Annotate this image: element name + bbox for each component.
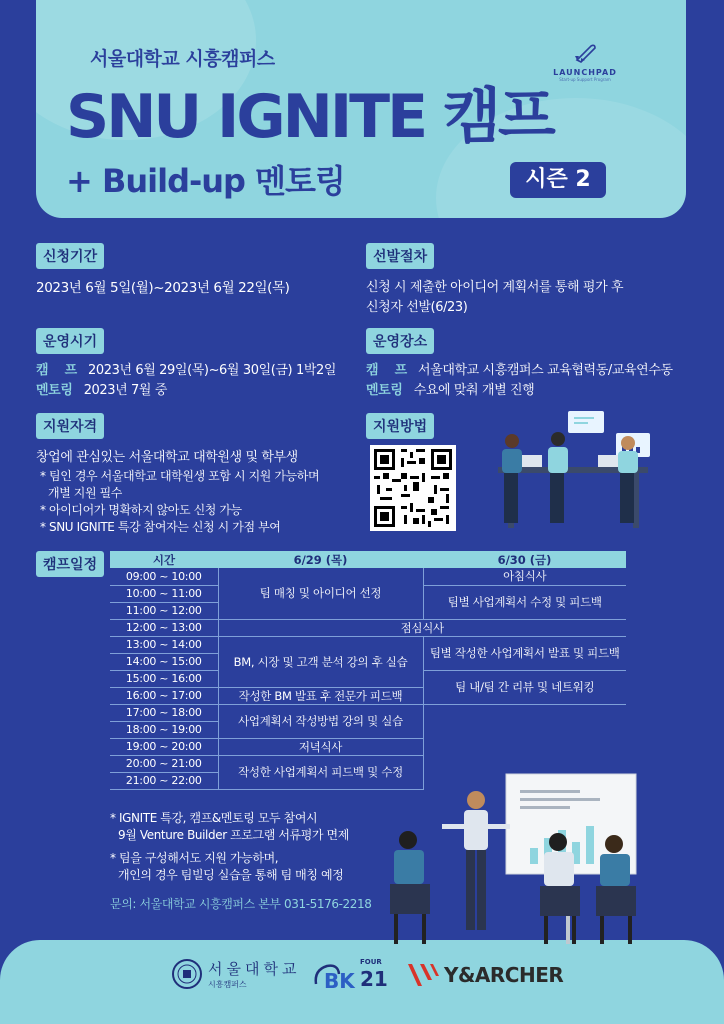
- time-cell: 19:00 ~ 20:00: [110, 738, 218, 755]
- schedule-section: [36, 551, 104, 577]
- yarcher-logo: [406, 962, 563, 988]
- day1-session: BM, 시장 및 고객 분석 강의 후 실습: [218, 636, 423, 687]
- snu-name: 서울대학교: [208, 960, 301, 978]
- mentoring-key: 멘토링: [366, 383, 403, 398]
- day2-session: 팀별 사업계획서 수정 및 피드백: [423, 585, 626, 619]
- launchpad-name: LAUNCHPAD: [553, 68, 617, 77]
- time-cell: 20:00 ~ 21:00: [110, 755, 218, 772]
- eligibility-note: * 아이디어가 명확하지 않아도 신청 가능: [40, 503, 242, 517]
- time-cell: 16:00 ~ 17:00: [110, 687, 218, 704]
- schedule-header-day1: 6/29 (목): [218, 551, 423, 568]
- note-line: * 팀을 구성해서도 지원 가능하며,: [110, 851, 279, 865]
- day2-session: 팀 내/팀 간 리뷰 및 네트워킹: [423, 670, 626, 704]
- day1-session: 작성한 사업계획서 피드백 및 수정: [218, 755, 423, 789]
- page-subtitle: + Build-up 멘토링: [66, 162, 345, 200]
- qr-code-icon: [374, 449, 452, 527]
- venue-label: 운영장소: [366, 328, 434, 354]
- time-cell: 21:00 ~ 22:00: [110, 772, 218, 789]
- schedule-header-time: 시간: [110, 551, 218, 568]
- day2-session: 아침식사: [423, 568, 626, 585]
- notes-section: [110, 810, 371, 913]
- eligibility-section: [36, 413, 319, 536]
- eligibility-main: 창업에 관심있는 서울대학교 대학원생 및 학부생: [36, 450, 298, 465]
- note-line: * IGNITE 특강, 캠프&멘토링 모두 참여시: [110, 811, 318, 825]
- camp-value: 서울대학교 시흥캠퍼스 교육협력동/교육연수동: [418, 363, 673, 378]
- bk21-number: 21: [360, 967, 388, 991]
- eligibility-note: * SNU IGNITE 특강 참여자는 신청 시 가점 부여: [40, 520, 281, 534]
- rocket-icon: [571, 42, 599, 64]
- time-cell: 14:00 ~ 15:00: [110, 653, 218, 670]
- yarcher-emblem-icon: [406, 962, 440, 988]
- note-line: 9월 Venture Builder 프로그램 서류평가 면제: [118, 828, 349, 842]
- eligibility-note: * 팀인 경우 서울대학교 대학원생 포함 시 지원 가능하며: [40, 469, 320, 483]
- camp-key: 캠 프: [36, 363, 77, 378]
- day2-session: 팀별 작성한 사업계획서 발표 및 피드백: [423, 636, 626, 670]
- mentoring-value: 수요에 맞춰 개별 진행: [413, 383, 535, 398]
- yarcher-name: Y&ARCHER: [444, 963, 564, 987]
- bk21-four: FOUR: [360, 958, 382, 966]
- day1-session: 저녁식사: [218, 738, 423, 755]
- bk21-bk: BK: [324, 969, 355, 993]
- page-title: SNU IGNITE 캠프: [66, 82, 553, 152]
- launchpad-sub: Start-up Support Program: [559, 77, 611, 82]
- time-cell: 10:00 ~ 11:00: [110, 585, 218, 602]
- team-meeting-illustration: [488, 405, 668, 535]
- time-cell: 12:00 ~ 13:00: [110, 619, 218, 636]
- snu-emblem-icon: [172, 959, 202, 989]
- day1-session: 작성한 BM 발표 후 전문가 피드백: [218, 687, 423, 704]
- apply-method-section: [366, 413, 434, 439]
- presentation-illustration: [380, 770, 680, 950]
- selection-label: 선발절차: [366, 243, 434, 269]
- apply-period-text: 2023년 6월 5일(월)~2023년 6월 22일(목): [36, 280, 290, 296]
- operation-period-section: [36, 328, 336, 401]
- launchpad-logo: [545, 42, 625, 82]
- selection-line2: 신청자 선발(6/23): [366, 300, 468, 315]
- lunch-session: 점심식사: [218, 619, 626, 636]
- qr-code[interactable]: [370, 445, 456, 531]
- contact-info: 문의: 서울대학교 시흥캠퍼스 본부 031-5176-2218: [110, 897, 372, 911]
- mentoring-key: 멘토링: [36, 383, 73, 398]
- day1-session: 팀 매칭 및 아이디어 선정: [218, 568, 423, 619]
- header-subtitle: 서울대학교 시흥캠퍼스: [90, 48, 275, 70]
- camp-key: 캠 프: [366, 363, 407, 378]
- day1-session: 사업계획서 작성방법 강의 및 실습: [218, 704, 423, 738]
- apply-period-section: [36, 243, 290, 298]
- time-cell: 15:00 ~ 16:00: [110, 670, 218, 687]
- selection-line1: 신청 시 제출한 아이디어 계획서를 통해 평가 후: [366, 280, 624, 295]
- schedule-label: 캠프일정: [36, 551, 104, 577]
- selection-section: [366, 243, 623, 318]
- camp-value: 2023년 6월 29일(목)~6월 30일(금) 1박2일: [88, 363, 337, 378]
- mentoring-value: 2023년 7월 중: [83, 383, 167, 398]
- note-line: 개인의 경우 팀빌딩 실습을 통해 팀 매칭 예정: [118, 868, 344, 882]
- season-badge: 시즌 2: [510, 162, 606, 198]
- eligibility-note: 개별 지원 필수: [48, 486, 122, 500]
- time-cell: 17:00 ~ 18:00: [110, 704, 218, 721]
- venue-section: [366, 328, 673, 401]
- apply-method-label: 지원방법: [366, 413, 434, 439]
- time-cell: 11:00 ~ 12:00: [110, 602, 218, 619]
- apply-period-label: 신청기간: [36, 243, 104, 269]
- operation-period-label: 운영시기: [36, 328, 104, 354]
- snu-logo: [172, 958, 300, 990]
- bk21-logo: [312, 956, 392, 996]
- schedule-header-day2: 6/30 (금): [423, 551, 626, 568]
- time-cell: 09:00 ~ 10:00: [110, 568, 218, 585]
- snu-sub: 시흥캠퍼스: [208, 980, 247, 989]
- eligibility-label: 지원자격: [36, 413, 104, 439]
- time-cell: 13:00 ~ 14:00: [110, 636, 218, 653]
- schedule-table: [110, 551, 626, 790]
- time-cell: 18:00 ~ 19:00: [110, 721, 218, 738]
